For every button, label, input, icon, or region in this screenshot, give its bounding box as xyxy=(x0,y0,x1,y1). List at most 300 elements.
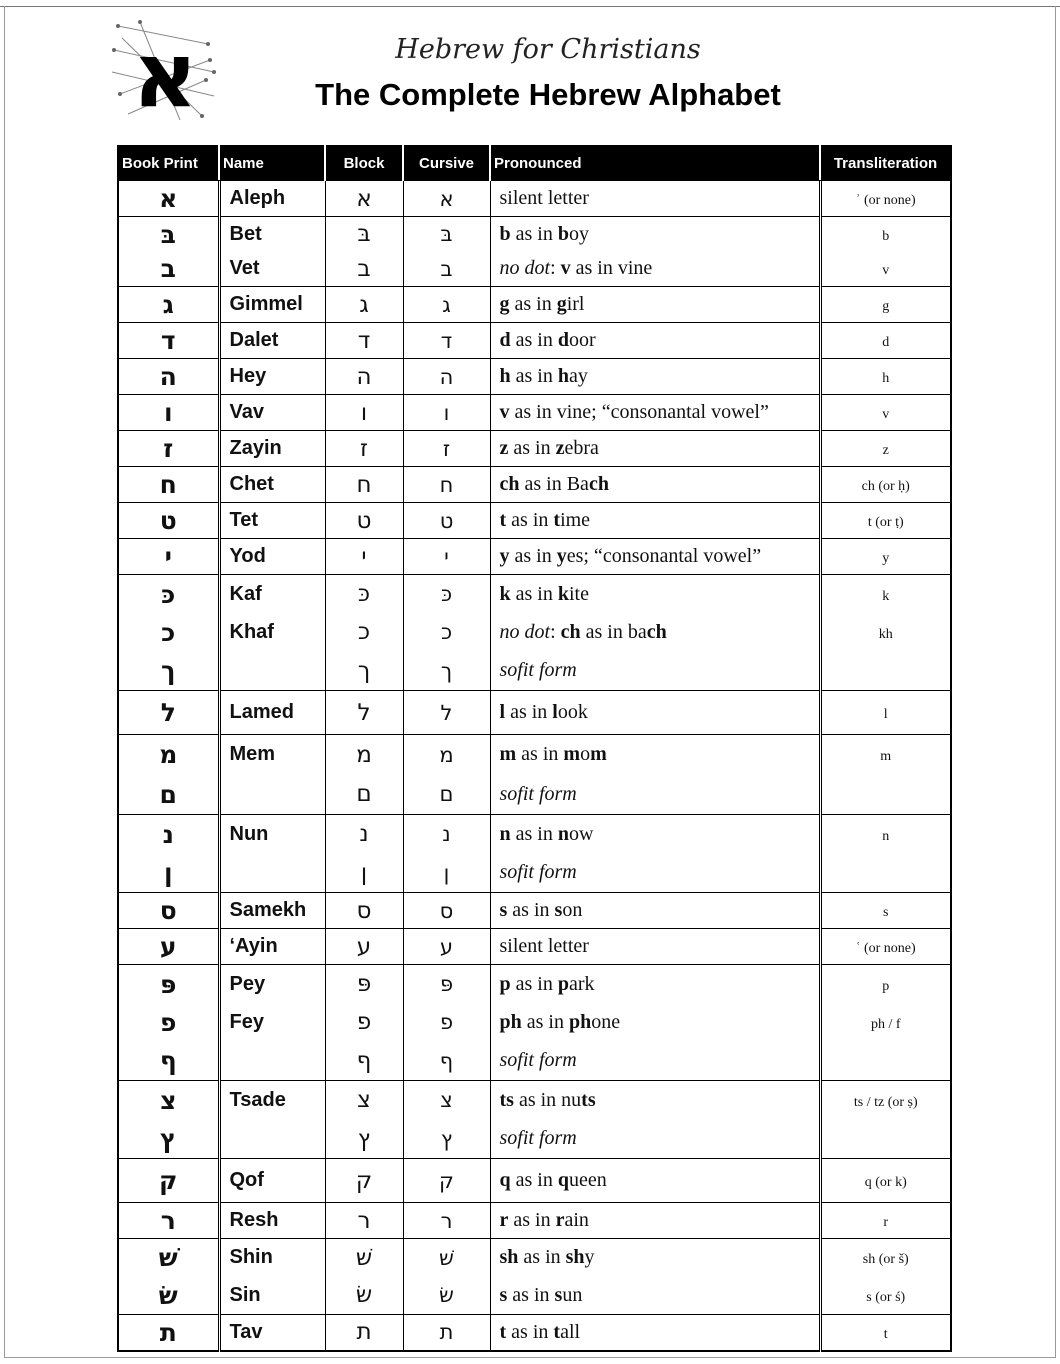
pronounced-segment: ark xyxy=(568,972,595,995)
trans-cell xyxy=(820,1203,951,1239)
page-title: The Complete Hebrew Alphabet xyxy=(315,77,781,112)
nm-cell xyxy=(219,287,325,323)
curs-cell xyxy=(403,359,490,395)
curs-cell xyxy=(403,287,490,323)
block-value: ע xyxy=(356,933,372,960)
block-value: שׂ xyxy=(355,1282,373,1309)
pronounced-segment: as in Ba xyxy=(519,473,589,495)
table-row xyxy=(118,467,951,503)
nm-cell xyxy=(219,893,325,929)
pronounced-segment: z xyxy=(499,437,509,459)
nm-cell xyxy=(219,691,325,735)
book-cell xyxy=(118,691,219,735)
trans-cell xyxy=(820,691,951,735)
pronounced-segment: ite xyxy=(568,582,589,605)
table-row xyxy=(118,929,951,965)
book-cell xyxy=(118,575,219,691)
book-cell xyxy=(118,395,219,431)
book-cell xyxy=(118,1159,219,1203)
curs-value: בּ xyxy=(440,222,453,247)
pronounced-line xyxy=(500,252,819,287)
curs-cell xyxy=(403,929,490,965)
table-row xyxy=(118,539,951,575)
nm-value: Chet xyxy=(229,473,274,495)
book-value: ן xyxy=(163,858,173,888)
pronounced-cell xyxy=(490,503,820,539)
curs-value: צ xyxy=(440,1088,453,1113)
pronounced-segment: as in xyxy=(509,293,557,315)
curs-value: ם xyxy=(439,782,454,807)
nm-value: Bet xyxy=(229,222,262,245)
table-row xyxy=(118,395,951,431)
pronounced-line xyxy=(500,1159,819,1202)
pronounced-line xyxy=(500,775,819,815)
curs-value: ט xyxy=(439,508,454,533)
pronounced-line xyxy=(500,613,819,651)
trans-cell xyxy=(820,735,951,815)
block-value: ק xyxy=(355,1167,373,1194)
nm-value: Zayin xyxy=(229,437,282,459)
trans-value: h xyxy=(882,371,890,386)
pronounced-segment: oor xyxy=(568,329,596,351)
trans-value: y xyxy=(882,551,890,566)
book-value: ף xyxy=(159,1046,177,1076)
trans-value: q (or k) xyxy=(864,1175,907,1190)
nm-cell xyxy=(219,503,325,539)
trans-value: n xyxy=(882,828,890,844)
trans-value: g xyxy=(882,299,890,314)
block-cell xyxy=(325,965,403,1081)
trans-value: v xyxy=(882,407,890,422)
pronounced-line xyxy=(500,287,819,322)
pronounced-cell xyxy=(490,181,820,217)
book-cell xyxy=(118,503,219,539)
block-cell xyxy=(325,1159,403,1203)
curs-value: מ xyxy=(439,742,454,767)
pronounced-cell xyxy=(490,965,820,1081)
pronounced-line xyxy=(500,965,819,1003)
pronounced-segment: y xyxy=(499,545,510,567)
nm-value: Sin xyxy=(229,1283,261,1306)
curs-cell xyxy=(403,1203,490,1239)
curs-value: ף xyxy=(439,1048,454,1073)
nm-cell xyxy=(219,815,325,893)
pronounced-segment: s xyxy=(554,899,563,921)
pronounced-segment: h xyxy=(557,365,569,387)
trans-value: l xyxy=(883,707,888,722)
book-value: ע xyxy=(159,932,177,961)
curs-value: כּ xyxy=(440,582,453,607)
nm-value: Resh xyxy=(229,1209,279,1231)
nm-cell xyxy=(219,929,325,965)
trans-value xyxy=(822,775,951,815)
table-row xyxy=(118,287,951,323)
nm-value: Qof xyxy=(229,1169,264,1191)
nm-value: Nun xyxy=(229,822,269,845)
trans-value xyxy=(822,1120,951,1159)
nm-value: Shin xyxy=(229,1246,273,1269)
curs-cell xyxy=(403,965,490,1081)
pronounced-line xyxy=(500,1003,819,1041)
pronounced-line xyxy=(500,929,819,964)
book-value: ם xyxy=(159,779,177,809)
pronounced-segment: silent letter xyxy=(499,187,589,209)
block-cell xyxy=(325,503,403,539)
pronounced-segment: k xyxy=(557,582,569,605)
block-value: ן xyxy=(360,859,368,886)
curs-cell xyxy=(403,503,490,539)
trans-value: m xyxy=(880,749,892,765)
nm-cell xyxy=(219,395,325,431)
block-value: כ xyxy=(357,619,371,646)
pronounced-line xyxy=(500,395,819,430)
pronounced-cell xyxy=(490,217,820,287)
book-cell xyxy=(118,929,219,965)
book-cell xyxy=(118,431,219,467)
col-header-transliteration: Transliteration xyxy=(820,146,951,181)
curs-value: ג xyxy=(442,292,451,317)
pronounced-segment: ch xyxy=(499,473,520,495)
pronounced-segment: t xyxy=(553,1320,561,1343)
block-cell xyxy=(325,539,403,575)
trans-value: sh (or š) xyxy=(862,1252,909,1268)
nm-cell xyxy=(219,1159,325,1203)
pronounced-segment: as in xyxy=(510,329,558,351)
curs-value: פ xyxy=(439,1010,454,1035)
block-value: צ xyxy=(357,1087,371,1114)
book-value: פ xyxy=(160,1007,177,1037)
pronounced-segment: g xyxy=(499,293,510,315)
block-cell xyxy=(325,1315,403,1351)
nm-cell xyxy=(219,1081,325,1159)
trans-cell xyxy=(820,1159,951,1203)
block-cell xyxy=(325,575,403,691)
table-row xyxy=(118,575,951,691)
pronounced-cell xyxy=(490,467,820,503)
curs-value: פּ xyxy=(439,972,454,997)
pronounced-segment: sofit form xyxy=(499,1127,577,1150)
book-cell xyxy=(118,467,219,503)
trans-cell xyxy=(820,893,951,929)
curs-cell xyxy=(403,431,490,467)
pronounced-line xyxy=(500,815,819,854)
pronounced-segment: as in xyxy=(510,822,558,845)
pronounced-segment: irl xyxy=(566,293,585,315)
pronounced-line xyxy=(500,1203,819,1238)
curs-value: ב xyxy=(440,256,453,281)
table-row xyxy=(118,1081,951,1159)
pronounced-segment: sofit form xyxy=(499,782,577,805)
pronounced-segment: sh xyxy=(565,1246,585,1269)
block-cell xyxy=(325,217,403,287)
nm-value: Vet xyxy=(229,257,260,280)
block-value: ף xyxy=(356,1047,372,1074)
nm-cell xyxy=(219,431,325,467)
pronounced-segment: r xyxy=(499,1209,509,1231)
pronounced-line xyxy=(500,217,819,252)
trans-value: ʾ (or none) xyxy=(855,193,916,208)
curs-value: א xyxy=(439,186,454,211)
curs-cell xyxy=(403,467,490,503)
block-value: ת xyxy=(356,1319,372,1346)
pronounced-cell xyxy=(490,1159,820,1203)
block-value: בּ xyxy=(357,221,371,248)
block-cell xyxy=(325,287,403,323)
curs-value: ל xyxy=(440,700,453,725)
book-value: ק xyxy=(159,1166,178,1195)
book-value: ג xyxy=(162,290,174,319)
trans-value: t (or ṭ) xyxy=(867,515,904,530)
nm-value: Dalet xyxy=(229,329,279,351)
pronounced-segment: g xyxy=(556,293,567,315)
pronounced-segment: as in xyxy=(510,1169,558,1191)
pronounced-segment: : xyxy=(550,620,561,643)
pronounced-segment: as in xyxy=(507,1283,555,1306)
block-value: ס xyxy=(356,897,372,924)
book-value: ץ xyxy=(159,1124,177,1154)
block-cell xyxy=(325,431,403,467)
pronounced-segment: all xyxy=(560,1320,581,1343)
pronounced-segment: m xyxy=(499,743,517,766)
pronounced-cell xyxy=(490,893,820,929)
pronounced-line xyxy=(500,323,819,358)
pronounced-segment: : xyxy=(550,257,561,280)
trans-value: ts / tz (or ṣ) xyxy=(853,1094,918,1110)
pronounced-segment: v xyxy=(560,257,571,280)
curs-value: ך xyxy=(440,658,453,683)
trans-cell xyxy=(820,503,951,539)
pronounced-segment: q xyxy=(557,1169,569,1191)
book-cell xyxy=(118,815,219,893)
pronounced-cell xyxy=(490,359,820,395)
table-row xyxy=(118,893,951,929)
nm-value: Samekh xyxy=(229,899,307,921)
book-cell xyxy=(118,1203,219,1239)
curs-cell xyxy=(403,691,490,735)
nm-cell xyxy=(219,1315,325,1351)
block-value: כּ xyxy=(357,581,371,608)
alphabet-table xyxy=(117,145,952,1352)
curs-cell xyxy=(403,217,490,287)
block-value: ר xyxy=(357,1207,371,1234)
block-cell xyxy=(325,467,403,503)
curs-value: ס xyxy=(439,898,454,923)
pronounced-segment: n xyxy=(499,822,511,845)
pronounced-segment: d xyxy=(499,329,511,351)
nm-value: Mem xyxy=(229,743,276,766)
book-value: ך xyxy=(161,656,176,686)
trans-cell xyxy=(820,815,951,893)
pronounced-segment: ch xyxy=(560,620,581,643)
curs-value: ה xyxy=(439,364,454,389)
pronounced-segment: no dot xyxy=(499,620,551,643)
pronounced-cell xyxy=(490,431,820,467)
pronounced-segment: ts xyxy=(581,1088,596,1111)
pronounced-segment: as in vine; “consonantal vowel” xyxy=(509,401,769,423)
curs-value: ז xyxy=(442,436,451,461)
nm-cell xyxy=(219,323,325,359)
trans-value: s xyxy=(883,905,889,920)
pronounced-line xyxy=(500,467,819,502)
pronounced-segment: y xyxy=(584,1246,595,1269)
nm-value: Hey xyxy=(229,365,267,387)
curs-value: ק xyxy=(439,1168,454,1193)
block-value: ב xyxy=(357,255,371,282)
pronounced-line xyxy=(500,691,819,734)
pronounced-line xyxy=(500,735,819,775)
pronounced-cell xyxy=(490,287,820,323)
nm-value: Pey xyxy=(229,972,266,995)
pronounced-segment: no dot xyxy=(499,257,551,280)
book-cell xyxy=(118,893,219,929)
book-value: ר xyxy=(160,1206,176,1235)
book-cell xyxy=(118,965,219,1081)
block-value: ו xyxy=(360,399,368,426)
pronounced-segment: as in xyxy=(508,1209,556,1231)
pronounced-cell xyxy=(490,323,820,359)
nm-value xyxy=(230,775,325,815)
curs-cell xyxy=(403,893,490,929)
pronounced-segment: un xyxy=(562,1283,583,1306)
block-cell xyxy=(325,395,403,431)
nm-value: Khaf xyxy=(229,620,274,643)
nm-value: Aleph xyxy=(229,187,286,209)
book-cell xyxy=(118,539,219,575)
pronounced-segment: l xyxy=(499,701,506,723)
pronounced-segment: m xyxy=(590,743,607,766)
pronounced-segment: ts xyxy=(499,1088,514,1111)
pronounced-cell xyxy=(490,395,820,431)
pronounced-segment: as in xyxy=(510,972,558,995)
table-row xyxy=(118,735,951,815)
block-cell xyxy=(325,359,403,395)
pronounced-segment: s xyxy=(499,899,508,921)
pronounced-segment: ook xyxy=(557,701,588,723)
book-value: צ xyxy=(160,1085,177,1115)
block-cell xyxy=(325,1203,403,1239)
book-value: ל xyxy=(160,698,176,727)
block-cell xyxy=(325,691,403,735)
pronounced-segment: silent letter xyxy=(499,935,589,957)
col-header-pronounced: Pronounced xyxy=(490,146,820,181)
trans-cell xyxy=(820,467,951,503)
curs-value: ץ xyxy=(440,1126,453,1151)
book-value: ה xyxy=(159,362,177,391)
pronounced-segment: ain xyxy=(564,1209,589,1231)
pronounced-segment: ueen xyxy=(568,1169,607,1191)
block-value: ל xyxy=(357,699,371,726)
block-value: ך xyxy=(357,657,371,684)
nm-value: Yod xyxy=(229,545,266,567)
book-cell xyxy=(118,1081,219,1159)
pronounced-segment: as in nu xyxy=(513,1088,582,1111)
curs-cell xyxy=(403,1239,490,1315)
book-value: א xyxy=(159,184,178,213)
curs-value: ו xyxy=(443,400,450,425)
curs-value: ד xyxy=(440,328,453,353)
pronounced-cell xyxy=(490,1081,820,1159)
trans-cell xyxy=(820,323,951,359)
block-cell xyxy=(325,1081,403,1159)
nm-cell xyxy=(219,575,325,691)
nm-cell xyxy=(219,359,325,395)
book-value: ט xyxy=(159,506,177,535)
curs-value: ן xyxy=(443,860,450,885)
trans-cell xyxy=(820,1239,951,1315)
pronounced-segment: on xyxy=(562,899,583,921)
brand-subtitle: Hebrew for Christians xyxy=(395,34,701,65)
pronounced-segment: m xyxy=(563,743,581,766)
pronounced-segment: t xyxy=(499,509,507,531)
curs-value: שׂ xyxy=(439,1283,454,1308)
curs-value: י xyxy=(444,544,449,569)
pronounced-line xyxy=(500,1239,819,1277)
pronounced-segment: as in xyxy=(507,899,555,921)
block-value: ץ xyxy=(357,1125,371,1152)
book-cell xyxy=(118,287,219,323)
curs-value: כ xyxy=(440,620,453,645)
pronounced-segment: v xyxy=(499,401,510,423)
nm-cell xyxy=(219,1203,325,1239)
curs-value: ת xyxy=(439,1320,454,1345)
pronounced-segment: as in ba xyxy=(580,620,647,643)
pronounced-segment: s xyxy=(499,1283,508,1306)
col-header-block: Block xyxy=(325,146,403,181)
nm-cell xyxy=(219,217,325,287)
pronounced-line xyxy=(500,181,819,216)
book-value: ז xyxy=(163,434,174,463)
pronounced-cell xyxy=(490,1315,820,1351)
block-value: נ xyxy=(359,821,369,848)
book-value: מ xyxy=(159,740,178,770)
pronounced-segment: ch xyxy=(646,620,667,643)
trans-cell xyxy=(820,287,951,323)
pronounced-cell xyxy=(490,1239,820,1315)
trans-value: kh xyxy=(878,626,893,642)
curs-cell xyxy=(403,735,490,815)
pronounced-segment: t xyxy=(499,1320,507,1343)
table-row xyxy=(118,217,951,287)
pronounced-segment: n xyxy=(557,822,569,845)
pronounced-line xyxy=(500,1277,819,1315)
pronounced-segment: o xyxy=(580,743,591,766)
trans-cell xyxy=(820,965,951,1081)
pronounced-segment: sh xyxy=(499,1246,519,1269)
table-row xyxy=(118,323,951,359)
book-value: נ xyxy=(162,819,174,849)
book-value: י xyxy=(164,542,172,571)
pronounced-cell xyxy=(490,929,820,965)
block-value: מ xyxy=(356,741,372,768)
nm-value xyxy=(230,1042,325,1080)
logo-letter: א xyxy=(132,23,198,122)
trans-cell xyxy=(820,395,951,431)
nm-value: Lamed xyxy=(229,701,294,723)
pronounced-cell xyxy=(490,815,820,893)
pronounced-segment: as in xyxy=(506,1320,554,1343)
pronounced-segment: sofit form xyxy=(499,659,577,682)
table-row xyxy=(118,181,951,217)
pronounced-segment: p xyxy=(557,972,569,995)
curs-cell xyxy=(403,1159,490,1203)
trans-cell xyxy=(820,1315,951,1351)
nm-cell xyxy=(219,735,325,815)
curs-cell xyxy=(403,575,490,691)
nm-value: Kaf xyxy=(229,582,262,605)
block-value: ט xyxy=(356,507,372,534)
table-row xyxy=(118,1203,951,1239)
pronounced-segment: as in vine xyxy=(570,257,653,280)
